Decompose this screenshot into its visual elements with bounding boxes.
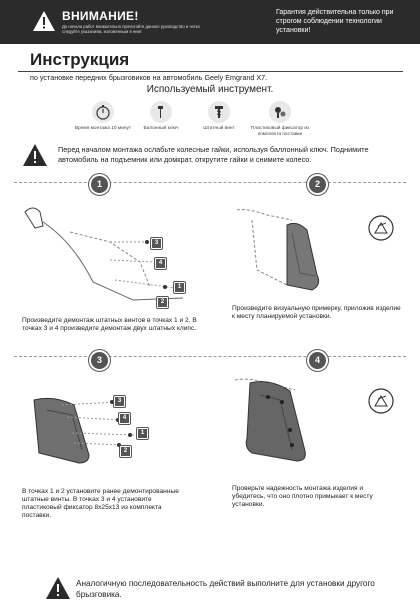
check-fit-icon (368, 388, 394, 414)
step-3-callout-3: 3 (114, 396, 125, 407)
tool-screw (184, 101, 254, 132)
tool-time-label: Время монтажа 10 минут (74, 126, 132, 131)
step-3-callout-4: 4 (119, 413, 130, 424)
tool-wrench-label: Балонный ключ (143, 126, 179, 131)
step-4-illustration (230, 375, 350, 475)
guarantee-text: Гарантия действительна только при строгом соблюдении технологии установки! (276, 9, 394, 34)
step-divider (14, 182, 406, 183)
step-divider (14, 356, 406, 357)
step-2-badge: 2 (307, 174, 328, 195)
step-3-callout-2: 2 (120, 446, 131, 457)
step-1-callout-3: 3 (151, 238, 162, 249)
step-1-callout-2: 2 (157, 297, 168, 308)
preparation-warning: Перед началом монтажа ослабьте колесные гайки, используя баллонный ключ. Поднимите автомобиль на подъемник или домкрат, открутите гайки и снимите колесо. (58, 145, 369, 164)
warning-triangle-icon (22, 143, 48, 167)
step-3-callout-1: 1 (137, 428, 148, 439)
step-2-text: Произведите визуальную примерку, приложив изделие к месту планируемой установки. (232, 305, 401, 320)
stopwatch-icon (92, 101, 114, 123)
plastic-clip-icon (269, 101, 291, 123)
tool-clip-label: Пластиковый фиксатор из комплекта поставки (250, 126, 310, 137)
warning-header (0, 0, 420, 44)
step-1-badge: 1 (89, 174, 110, 195)
wrench-icon (150, 101, 172, 123)
tools-heading: Используемый инструмент. (146, 84, 274, 95)
step-3-text: В точках 1 и 2 установите ранее демонтированные штатные винты. В точках 3 и 4 установите пластиковый фиксатор 8x25x13 из комплекта поставки. (22, 488, 179, 519)
step-1-callout-4: 4 (155, 258, 166, 269)
check-fit-icon (368, 215, 394, 241)
step-1-text: Произведите демонтаж штатных винтов в точках 1 и 2. В точках 3 и 4 произведите демонтаж двух штатных клипс. (22, 317, 197, 332)
header-title: ВНИМАНИЕ! (62, 9, 139, 23)
step-4-badge: 4 (307, 350, 328, 371)
repeat-warning: Аналогичную последовательность действий выполните для установки другого брызговика. (76, 579, 375, 599)
title-underline (18, 71, 403, 72)
step-4-text: Проверьте надежность монтажа изделия и убедитесь, что оно плотно примыкает к месту установки. (232, 485, 373, 508)
page-subtitle: по установке передних брызговиков на автомобиль Geely Emgrand X7. (30, 73, 268, 82)
warning-triangle-icon (45, 576, 71, 600)
step-3-badge: 3 (89, 350, 110, 371)
page-title: Инструкция (30, 50, 130, 69)
step-1-callout-1: 1 (174, 282, 185, 293)
header-note: До начала работ внимательно прочитайте данное руководство и четко следуйте указаниям, изложенным в нем! (62, 24, 200, 34)
tool-clip (245, 101, 315, 138)
tool-screw-label: Штатный винт (203, 126, 235, 131)
screw-icon (208, 101, 230, 123)
warning-triangle-icon (32, 10, 56, 32)
step-2-illustration (232, 205, 342, 300)
step-1-illustration (15, 192, 200, 310)
